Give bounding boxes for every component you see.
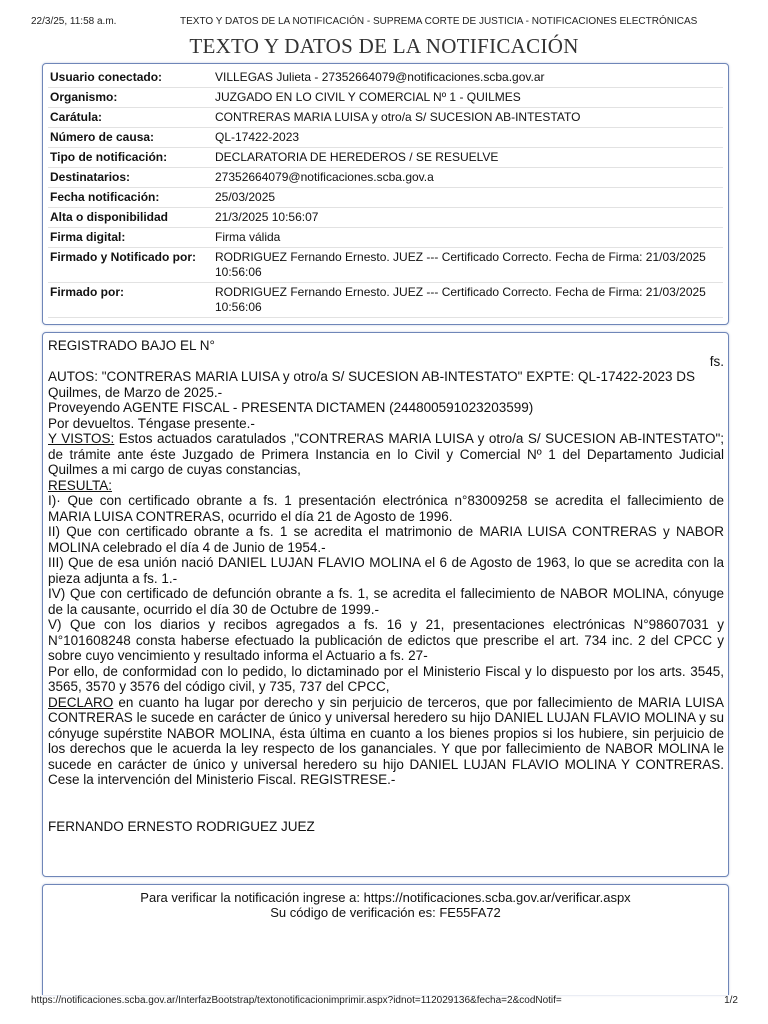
verification-code-line: Su código de verificación es: FE55FA72 (270, 905, 501, 920)
info-row-firmado-notificado (48, 248, 723, 283)
resulta-heading: RESULTA: (48, 477, 113, 493)
print-url: https://notificaciones.scba.gov.ar/InterfazBootstrap/textonotificacionimprimir.aspx?idnot=112029136&fecha=2&codNotif= (31, 995, 562, 1006)
info-label: Destinatarios: (50, 170, 131, 184)
info-label: Organismo: (50, 90, 118, 104)
info-value: RODRIGUEZ Fernando Ernesto. JUEZ --- Certificado Correcto. Fecha de Firma: 21/03/2025 10:56:06 (215, 285, 706, 314)
info-row-tipo (48, 148, 723, 168)
info-row-firmado (48, 283, 723, 318)
document-title: TEXTO Y DATOS DE LA NOTIFICACIÓN (189, 34, 579, 58)
info-label: Número de causa: (50, 130, 155, 144)
resulta-item-4: IV) Que con certificado de defunción obrante a fs. 1, se acredita el fallecimiento de NABOR MOLINA, cónyuge de la causante, ocurrido el día 30 de Octubre de 1999.- (48, 586, 724, 617)
verification-text (43, 890, 728, 920)
info-value: JUZGADO EN LO CIVIL Y COMERCIAL Nº 1 - QUILMES (215, 90, 521, 104)
info-value: RODRIGUEZ Fernando Ernesto. JUEZ --- Certificado Correcto. Fecha de Firma: 21/03/2025 10:56:06 (215, 250, 706, 279)
declaro-text: en cuanto ha lugar por derecho y sin perjuicio de terceros, que por fallecimiento de MARIA LUISA CONTRERAS le sucede en carácter de único y universal heredero su hijo DANIEL LUJAN FLAVIO MOLINA y su cónyuge supérstite NABOR MOLINA, ésta última en cuanto a los bienes propios si los hubiere, sin perjuicio de los derechos que le acuerda la ley respecto de los gananciales. Y que por fallecimiento de NABOR MOLINA le sucede en carácter de único y universal heredero su hijo DANIEL LUJAN FLAVIO MOLINA Y CONTRERAS. Cese la intervención del Ministerio Fiscal. REGISTRESE.- (48, 694, 724, 787)
info-value: 21/3/2025 10:56:07 (215, 210, 319, 224)
notification-text (48, 338, 724, 834)
info-label: Tipo de notificación: (50, 150, 168, 164)
resulta-item-5: V) Que con los diarios y recibos agregados a fs. 16 y 21, presentaciones electrónicas N°98607031 y N°101608248 consta haberse efectuado la publicación de edictos que prescribe el art. 734 inc. 2 del CPCC y sobre cuyo vencimiento y resultado informa el Actuario a fs. 27- (48, 617, 724, 663)
info-value: Firma válida (215, 230, 281, 244)
resulta-item-3: III) Que de esa unión nació DANIEL LUJAN FLAVIO MOLINA el 6 de Agosto de 1963, lo que se acredita con la pieza adjunta a fs. 1.- (48, 555, 724, 586)
devueltos-line: Por devueltos. Téngase presente.- (48, 415, 255, 431)
info-row-numero-causa (48, 128, 723, 148)
info-row-fecha (48, 188, 723, 208)
declaro-heading: DECLARO (48, 694, 114, 710)
info-value: CONTRERAS MARIA LUISA y otro/a S/ SUCESION AB-INTESTATO (215, 110, 581, 124)
date-line: Quilmes, de Marzo de 2025.- (48, 384, 223, 400)
info-row-usuario (48, 68, 723, 88)
info-label: Firmado por: (50, 285, 124, 299)
info-value: 27352664079@notificaciones.scba.gov.a (215, 170, 434, 184)
registro-line: REGISTRADO BAJO EL N° (48, 338, 215, 353)
verification-panel (42, 884, 729, 995)
info-label: Carátula: (50, 110, 103, 124)
vistos-heading: Y VISTOS: (48, 431, 115, 446)
info-row-caratula (48, 108, 723, 128)
info-value: DECLARATORIA DE HEREDEROS / SE RESUELVE (215, 150, 499, 164)
print-page-title: TEXTO Y DATOS DE LA NOTIFICACIÓN - SUPREMA CORTE DE JUSTICIA - NOTIFICACIONES ELECTRÓNICAS (180, 16, 698, 27)
print-datetime: 22/3/25, 11:58 a.m. (31, 16, 117, 27)
judge-signature: FERNANDO ERNESTO RODRIGUEZ JUEZ (48, 818, 315, 834)
info-value: VILLEGAS Julieta - 27352664079@notificaciones.scba.gov.ar (215, 70, 545, 84)
declaro-paragraph (48, 695, 724, 788)
notification-info-panel (42, 63, 729, 325)
info-label: Alta o disponibilidad (50, 210, 168, 224)
info-value: 25/03/2025 (215, 190, 276, 204)
por-ello-paragraph: Por ello, de conformidad con lo pedido, lo dictaminado por el Ministerio Fiscal y lo dispuesto por los arts. 3545, 3565, 3570 y 3576 del código civil, y 735, 737 del CPCC, (48, 663, 724, 694)
info-row-organismo (48, 88, 723, 108)
notification-body-panel (42, 332, 729, 877)
proveyendo-line: Proveyendo AGENTE FISCAL - PRESENTA DICTAMEN (244800591023203599) (48, 400, 534, 415)
resulta-item-1: I)· Que con certificado obrante a fs. 1 presentación electrónica n°83009258 se acredita el fallecimiento de MARIA LUISA CONTRERAS, ocurrido el día 21 de Agosto de 1996. (48, 493, 724, 524)
info-row-destinatarios (48, 168, 723, 188)
info-label: Fecha notificación: (50, 190, 160, 204)
info-label: Firmado y Notificado por: (50, 250, 197, 264)
info-table (48, 68, 723, 318)
fs-line: fs. (709, 353, 724, 369)
info-label: Usuario conectado: (50, 70, 163, 84)
resulta-item-2: II) Que con certificado obrante a fs. 1 se acredita el matrimonio de MARIA LUISA CONTRERAS y NABOR MOLINA celebrado el día 4 de Junio de 1954.- (48, 524, 724, 555)
autos-line: AUTOS: "CONTRERAS MARIA LUISA y otro/a S/ SUCESION AB-INTESTATO" EXPTE: QL-17422-2023 DS (48, 369, 696, 384)
info-value: QL-17422-2023 (215, 130, 300, 144)
verification-url-line: Para verificar la notificación ingrese a: https://notificaciones.scba.gov.ar/verificar.aspx (140, 890, 631, 905)
vistos-paragraph (48, 431, 724, 478)
info-row-firma-digital (48, 228, 723, 248)
page-number: 1/2 (724, 995, 738, 1006)
print-header (31, 16, 746, 30)
info-label: Firma digital: (50, 230, 126, 244)
vistos-text: Estos actuados caratulados ,"CONTRERAS MARIA LUISA y otro/a S/ SUCESION AB-INTESTATO"; de trámite ante éste Juzgado de Primera Instancia en lo Civil y Comercial Nº 1 del Departamento Judicial Quilmes a mi cargo de cuyas constancias, (48, 431, 724, 477)
info-row-alta (48, 208, 723, 228)
